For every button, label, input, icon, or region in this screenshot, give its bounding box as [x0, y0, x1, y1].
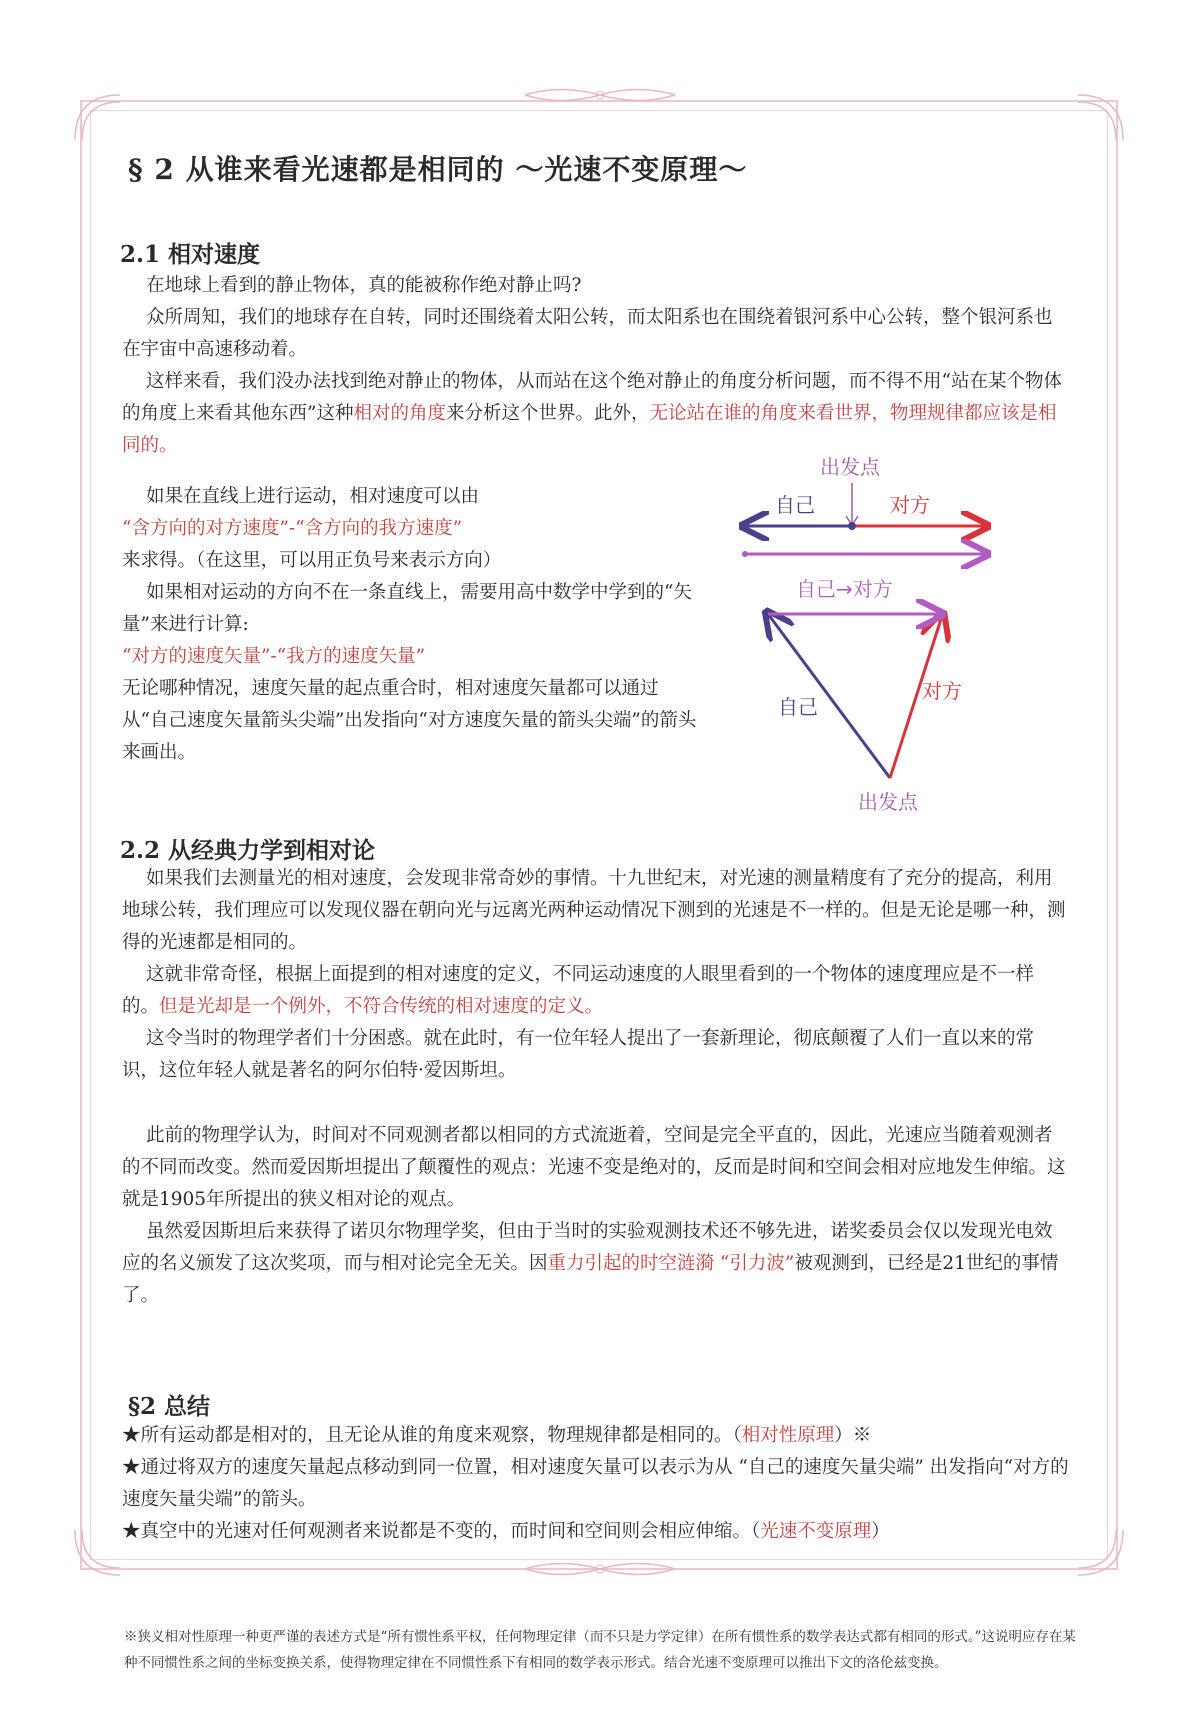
formula-line: “对方的速度矢量”-“我方的速度矢量” — [122, 646, 426, 667]
paragraph: 无论哪种情况，速度矢量的起点重合时，相对速度矢量都可以通过从“自己速度矢量箭头尖端”出发指向“对方速度矢量的箭头尖端”的箭头来画出。 — [122, 678, 697, 763]
paragraph: 如果我们去测量光的相对速度，会发现非常奇妙的事情。十九世纪末，对光速的测量精度有了充分的提高，利用地球公转，我们理应可以发现仪器在朝向光与远离光两种运动情况下测到的光速是不一样的。但是无论是哪一种，测得的光速都是相同的。 — [122, 868, 1066, 953]
highlight-text: 相对的角度 — [353, 403, 446, 424]
summary-item: ★通过将双方的速度矢量起点移动到同一位置，相对速度矢量可以表示为从 “自己的速度矢量尖端” 出发指向“对方的速度矢量尖端”的箭头。 — [122, 1457, 1069, 1510]
section-2-1-relative-velocity — [122, 481, 702, 769]
section-heading-2-1: 2.1 相对速度 — [120, 241, 261, 268]
relative-label: 自己→对方 — [796, 577, 893, 601]
paragraph: 此前的物理学认为，时间对不同观测者都以相同的方式流逝着，空间是完全平直的，因此，光速应当随着观测者的不同而改变。然而爱因斯坦提出了颠覆性的观点：光速不变是绝对的，反而是时间和空间会相对应地发生伸缩。这就是1905年所提出的狭义相对论的观点。 — [122, 1125, 1066, 1210]
corner-ornament-tr — [1068, 90, 1128, 150]
section-2-2-body-continued — [122, 1120, 1070, 1312]
highlight-text: 但是光却是一个例外，不符合传统的相对速度的定义。 — [159, 996, 604, 1017]
self-label-triangle: 自己 — [778, 695, 818, 719]
corner-ornament-br — [1068, 1520, 1128, 1580]
summary-item: ★真空中的光速对任何观测者来说都是不变的，而时间和空间则会相应伸缩。（光速不变原理） — [122, 1521, 890, 1542]
summary-heading: §2 总结 — [128, 1393, 211, 1420]
highlight-text: 无论站在谁的角度来看世界，物理规律都应该是相同的。 — [122, 403, 1057, 456]
corner-ornament-tl — [70, 90, 130, 150]
corner-ornament-bl — [70, 1520, 130, 1580]
summary-item: ★所有运动都是相对的，且无论从谁的角度来观察，物理规律都是相同的。（相对性原理）※ — [122, 1425, 872, 1446]
self-label-top: 自己 — [775, 493, 815, 517]
paragraph: 虽然爱因斯坦后来获得了诺贝尔物理学奖，但由于当时的实验观测技术还不够先进，诺奖委员会仅以发现光电效应的名义颁发了这次奖项，而与相对论完全无关。因重力引起的时空涟漪 “引力波”被观测到，已经是21世纪的事情了。 — [122, 1221, 1059, 1306]
highlight-text: 重力引起的时空涟漪 “引力波” — [547, 1253, 795, 1274]
highlight-text: 光速不变原理 — [760, 1521, 872, 1542]
origin-point — [848, 522, 856, 530]
top-ornament — [520, 84, 680, 106]
section-heading-2-2: 2.2 从经典力学到相对论 — [120, 837, 376, 864]
paragraph: 这令当时的物理学者们十分困惑。就在此时，有一位年轻人提出了一套新理论，彻底颠覆了人们一直以来的常识，这位年轻人就是著名的阿尔伯特·爱因斯坦。 — [122, 1028, 1035, 1081]
footnote: ※狭义相对性原理一种更严谨的表述方式是“所有惯性系平权，任何物理定律（而不只是力学定律）在所有惯性系的数学表达式都有相同的形式。”这说明应存在某种不同惯性系之间的坐标变换关系，使得物理定律在不同惯性系下有相同的数学表示形式。结合光速不变原理可以推出下文的洛伦兹变换。 — [124, 1629, 1077, 1671]
other-label-top: 对方 — [890, 493, 930, 517]
section-2-1-intro — [122, 270, 1070, 462]
page-title: § 2 从谁来看光速都是相同的 ～光速不变原理～ — [128, 153, 748, 186]
paragraph: 众所周知，我们的地球存在自转，同时还围绕着太阳公转，而太阳系也在围绕着银河系中心公转，整个银河系也在宇宙中高速移动着。 — [122, 307, 1053, 360]
relative-velocity-diagram — [730, 450, 1020, 820]
start-label-bottom: 出发点 — [858, 790, 918, 814]
paragraph: 这就非常奇怪，根据上面提到的相对速度的定义，不同运动速度的人眼里看到的一个物体的速度理应是不一样的。但是光却是一个例外，不符合传统的相对速度的定义。 — [122, 964, 1035, 1017]
start-label-top: 出发点 — [820, 455, 880, 479]
paragraph: 在地球上看到的静止物体，真的能被称作绝对静止吗? — [146, 275, 582, 296]
bottom-ornament — [520, 1558, 680, 1580]
paragraph: 来求得。（在这里，可以用正负号来表示方向） — [122, 550, 502, 571]
formula-line: “含方向的对方速度”-“含方向的我方速度” — [122, 518, 463, 539]
section-2-2-body — [122, 863, 1070, 1087]
paragraph: 如果相对运动的方向不在一条直线上，需要用高中数学中学到的“矢量”来进行计算: — [122, 582, 692, 635]
paragraph: 如果在直线上进行运动，相对速度可以由 — [146, 486, 480, 507]
summary-list — [122, 1420, 1070, 1548]
other-label-triangle: 对方 — [922, 679, 962, 703]
highlight-text: 相对性原理 — [741, 1425, 835, 1446]
paragraph: 这样来看，我们没办法找到绝对静止的物体，从而站在这个绝对静止的角度分析问题，而不得不用“站在某个物体的角度上来看其他东西”这种相对的角度来分析这个世界。此外，无论站在谁的角度来看世界，物理规律都应该是相同的。 — [122, 371, 1062, 456]
